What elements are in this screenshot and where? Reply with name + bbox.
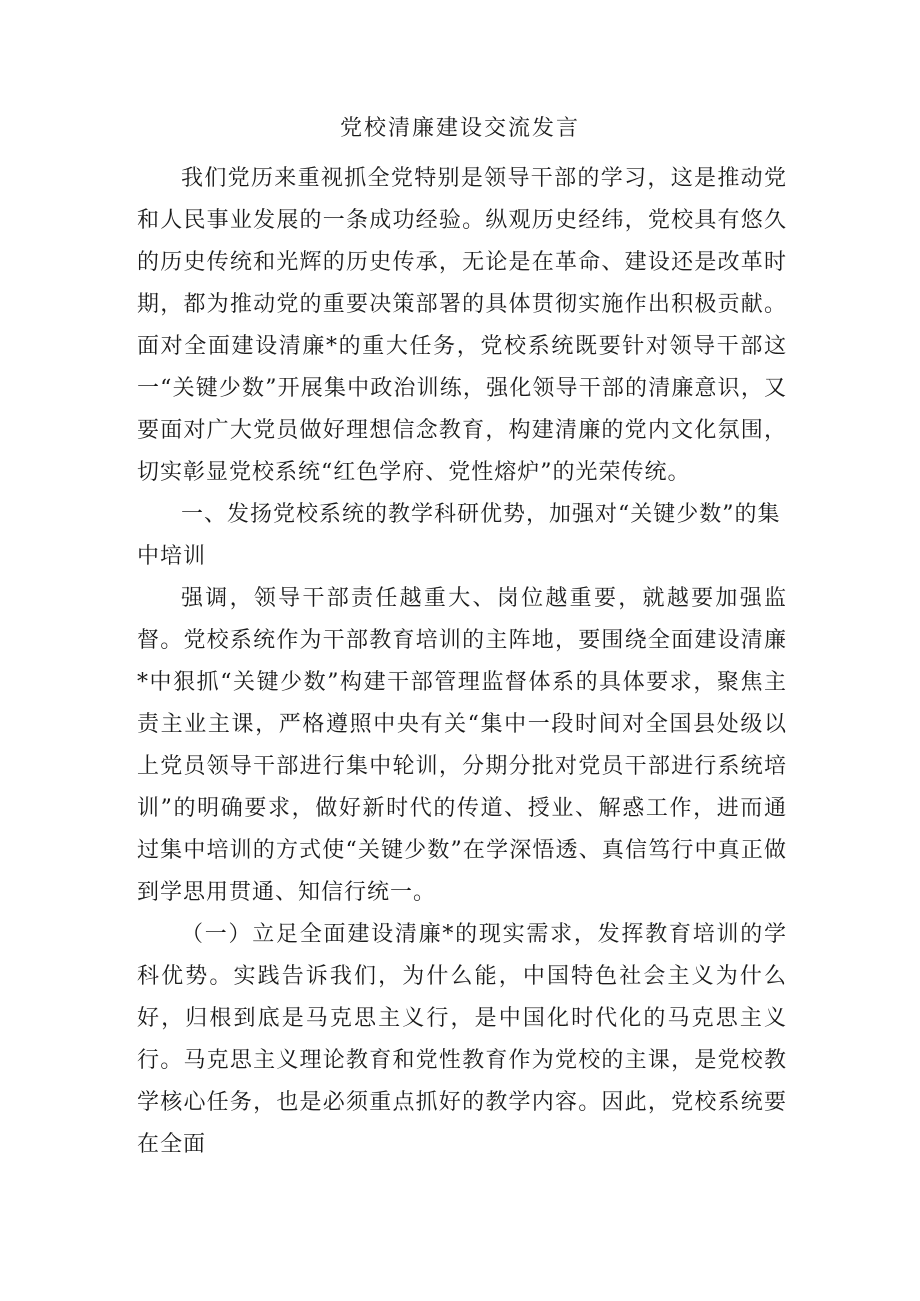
document-title: 党校清廉建设交流发言 [339,116,580,141]
section-1-paragraph: 强调，领导干部责任越重大、岗位越重要，就越要加强监督。党校系统作为干部教育培训的主阵地，要围绕全面建设清廉*中狠抓“关键少数”构建干部管理监督体系的具体要求，聚焦主责主业主课，严格遵照中央有关“集中一段时间对全国县处级以上党员领导干部进行集中轮训，分期分批对党员干部进行系统培训”的明确要求，做好新时代的传道、授业、解惑工作，进而通过集中培训的方式使“关键少数”在学深悟透、真信笃行中真正做到学思用贯通、知信行统一。 [137,586,787,905]
section-heading-1: 一、发扬党校系统的教学科研优势，加强对“关键少数”的集中培训 [137,502,781,569]
document-body [137,158,787,1166]
intro-paragraph: 我们党历来重视抓全党特别是领导干部的学习，这是推动党和人民事业发展的一条成功经验。纵观历史经纬，党校具有悠久的历史传统和光辉的历史传承，无论是在革命、建设还是改革时期，都为推动党的重要决策部署的具体贯彻实施作出积极贡献。面对全面建设清廉*的重大任务，党校系统既要针对领导干部这一“关键少数”开展集中政治训练，强化领导干部的清廉意识，又要面对广大党员做好理想信念教育，构建清廉的党内文化氛围，切实彰显党校系统“红色学府、党性熔炉”的光荣传统。 [137,166,787,485]
subsection-1-paragraph: （一）立足全面建设清廉*的现实需求，发挥教育培训的学科优势。实践告诉我们，为什么能，中国特色社会主义为什么好，归根到底是马克思主义行，是中国化时代化的马克思主义行。马克思主义理论教育和党性教育作为党校的主课，是党校教学核心任务，也是必须重点抓好的教学内容。因此，党校系统要在全面 [137,922,787,1157]
